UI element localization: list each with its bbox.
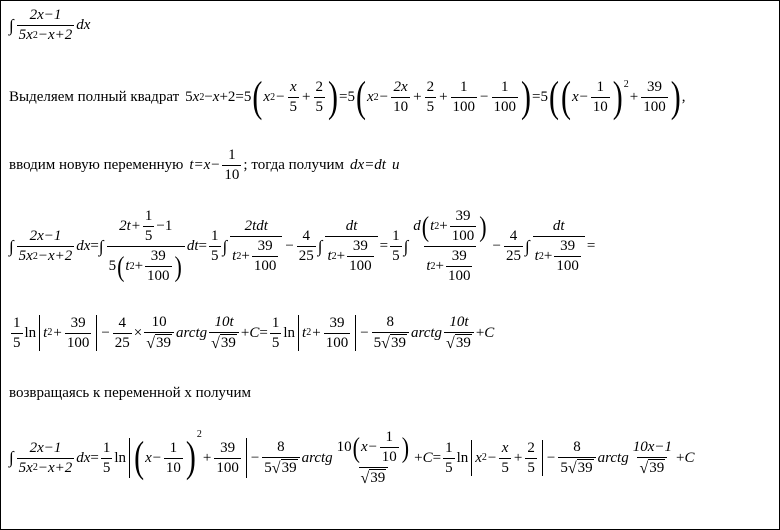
line-final-answer: ∫ 2x−1 5x 2 −x+2 dx = $\frac{1}{5}$ ln ( x− $\frac{1}{10}$ ) 2 + $\frac{39}{100}$ − 8 5 √ 39 arctg 10 ( x− $\frac{1}{10}$ ) √ 39 + C = $\frac{1}{5}$ ln x 2 − $\frac{x}{5}$ + $\frac{2}{5}$ − 8 5 √ 39 arctg 10x−1 √ 39 + C [9, 429, 695, 488]
fraction-integrand: 2x−1 5x 2 −x+2 [18, 7, 73, 43]
line-complete-square: Выделяем полный квадрат 5 x 2 − x +2=5 ( x 2 − $\frac{x}{5}$ + $\frac{2}{5}$ ) =5 ( x 2 − $\frac{2x}{10}$ + $\frac{2}{5}$ + $\frac{1}{100}$ − $\frac{1}{100}$ ) =5 ( ( x− $\frac{1}{10}$ ) 2 + $\frac{39}{100}$ ) , [9, 72, 686, 121]
integral-sign: ∫ [9, 15, 14, 35]
line-result-t: $\frac{1}{5}$ ln t 2 + $\frac{39}{100}$ − $\frac{4}{25}$ × 10 √ 39 arctg 10t √ 39 + C = $\frac{1}{5}$ ln t 2 + $\frac{39}{100}$ − 8 5 √ 39 arctg 10t √ 39 + C [13, 314, 495, 353]
label-complete-square: Выделяем полный квадрат [9, 89, 180, 105]
line-return-variable [9, 385, 251, 402]
label-substitution: вводим новую переменную [9, 157, 184, 173]
line-substitution: вводим новую переменную t=x− $\frac{1}{10}$ ; тогда получим dx=dt и [9, 147, 400, 183]
differential: dx [76, 17, 91, 33]
line-integral-transform: ∫ 2x−1 5x 2 −x+2 dx = ∫ 2t+ $\frac{1}{5}$ − 1 5 ( t 2 + $\frac{39}{100}$ ) dt = $\frac{1}{5}$ ∫ 2tdt t 2 + $\frac{39}{100}$ − $\frac{4}{25}$ ∫ dt t 2 + $\frac{39}{100}$ = $\frac{1}{5}$ ∫ d ( t 2 + $\frac{39}{100}$ ) t 2 + $\frac{39}{100}$ − $\frac{4}{25}$ ∫ dt t 2 + $\frac{39}{100}$ = [9, 208, 596, 284]
label-return-variable: возвращаясь к переменной х получим [9, 385, 251, 401]
line-integral-statement [9, 7, 90, 44]
